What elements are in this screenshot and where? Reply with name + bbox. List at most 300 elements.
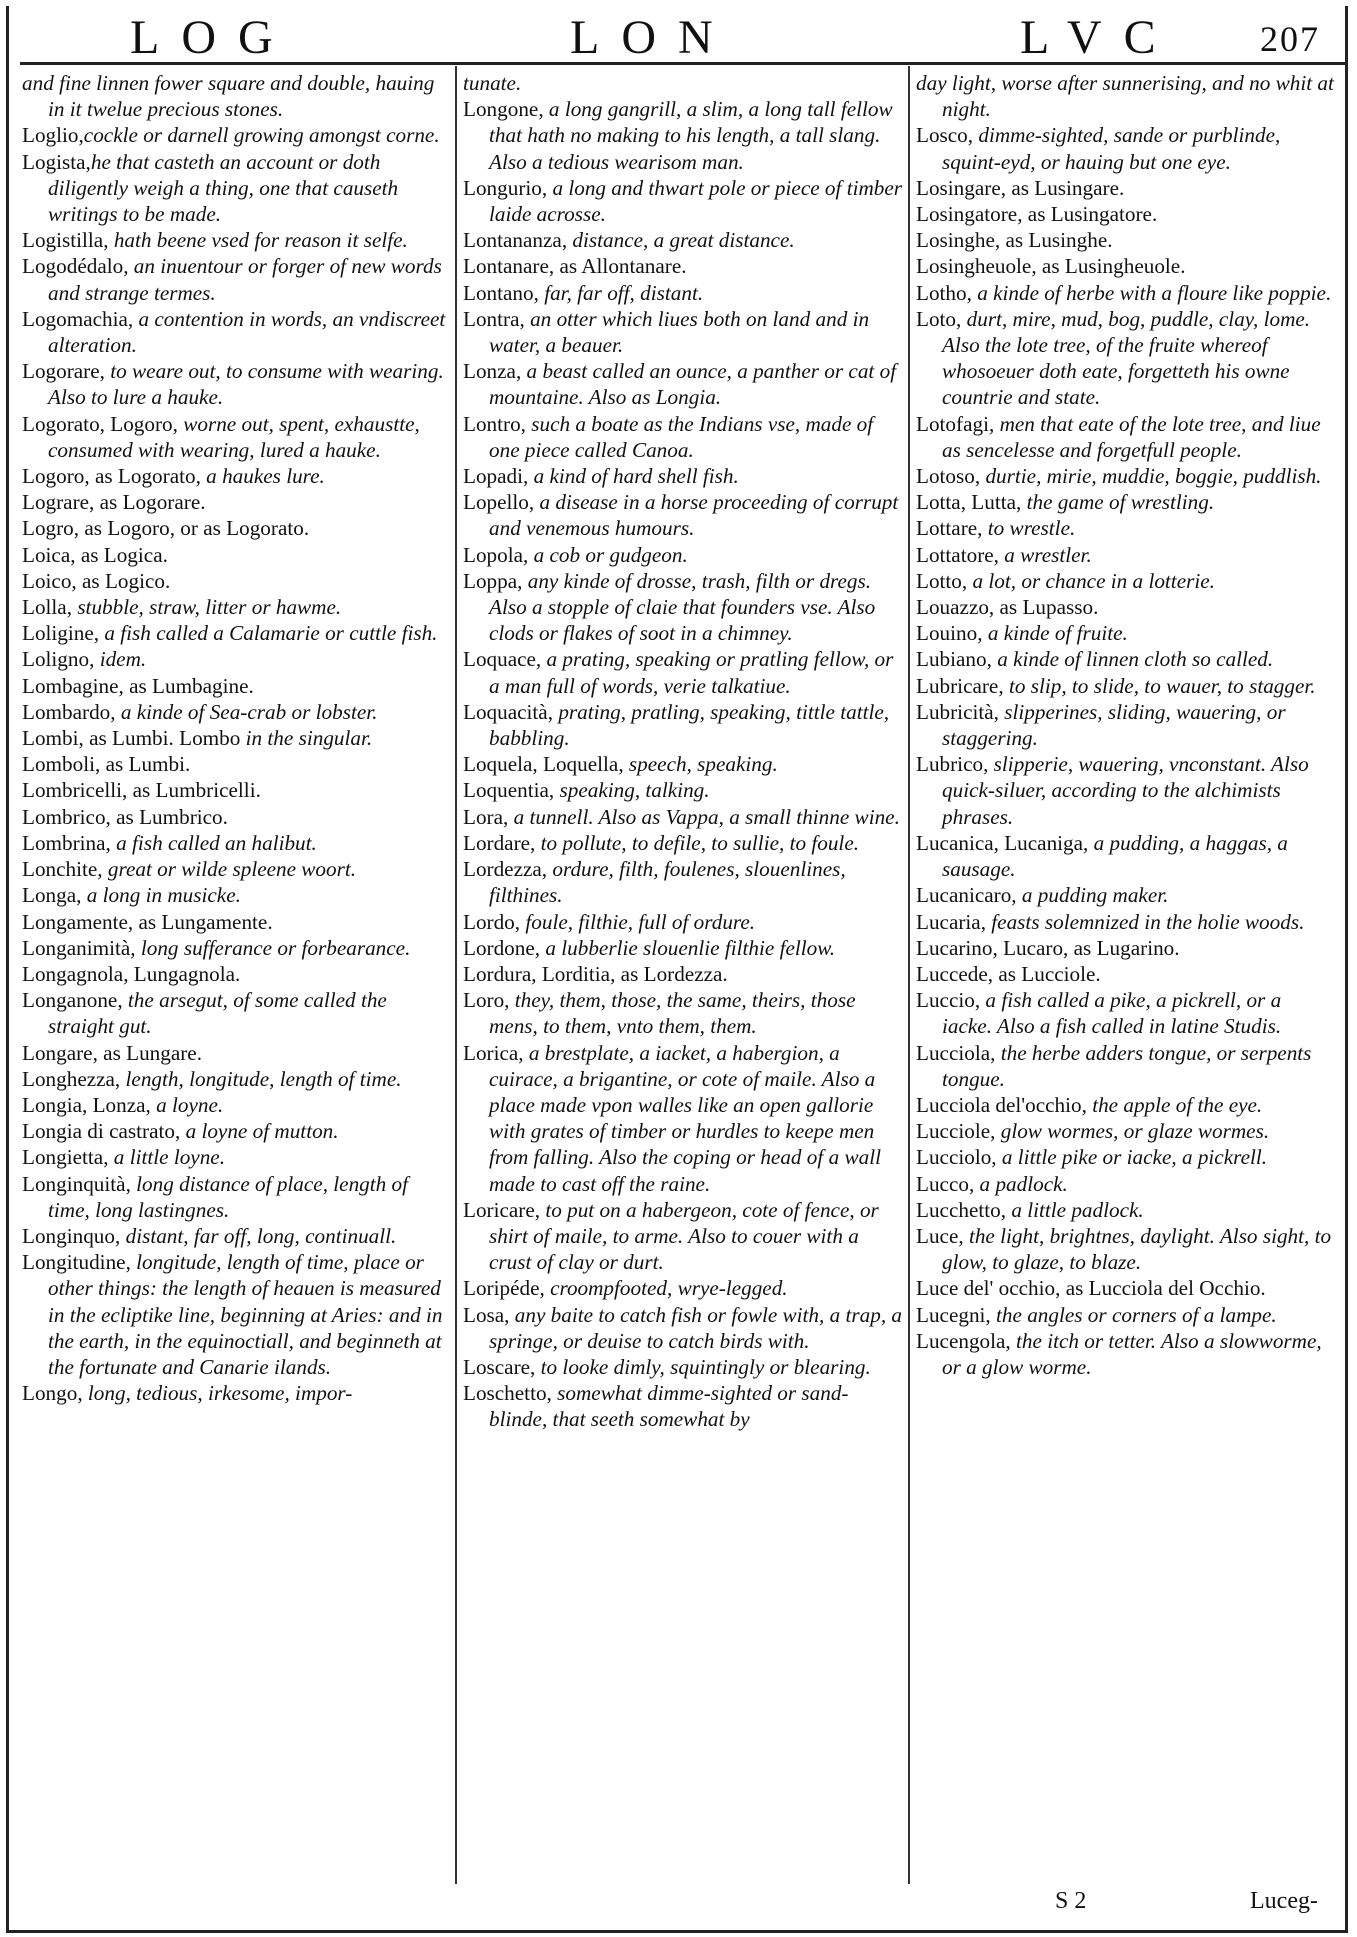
entry-definition: distant, far off, long, continuall. — [125, 1223, 397, 1248]
entry-headword: Lopola, — [463, 542, 534, 567]
entry-headword: Lucanica, Lucaniga, — [916, 830, 1094, 855]
column-1 — [22, 70, 450, 1878]
entry-definition: speech, speaking. — [628, 752, 778, 777]
entry-headword: Lombrico, as Lumbrico. — [22, 804, 228, 829]
dictionary-entry — [22, 699, 450, 725]
entry-headword: Losinghe, as Lusinghe. — [916, 228, 1113, 253]
dictionary-entry — [22, 122, 450, 148]
dictionary-entry — [463, 175, 903, 227]
header-rule — [20, 62, 1347, 65]
entry-definition: a little pike or iacke, a pickrell. — [1001, 1145, 1268, 1170]
entry-headword: Lucciolo, — [916, 1145, 1002, 1170]
entry-headword: Losingatore, as Lusingatore. — [916, 202, 1158, 227]
entry-definition: a little loyne. — [113, 1145, 226, 1170]
dictionary-entry — [22, 909, 450, 935]
entry-definition: a prating, speaking or pratling fellow, or a man full of words, verie talkatiue. — [489, 647, 894, 698]
dictionary-entry — [463, 280, 903, 306]
entry-headword: Lonza, — [463, 359, 527, 384]
entry-definition: glow wormes, or glaze wormes. — [1000, 1119, 1270, 1144]
dictionary-entry — [916, 1275, 1336, 1301]
entry-headword: Luce, — [916, 1223, 969, 1248]
dictionary-entry — [916, 70, 1336, 122]
dictionary-entry — [22, 594, 450, 620]
entry-headword: Longanone, — [22, 988, 128, 1013]
entry-definition: an inuentour or forger of new words and strange termes. — [48, 254, 442, 305]
entry-headword: Longinquo, — [22, 1223, 126, 1248]
dictionary-entry — [22, 149, 450, 228]
entry-headword: Lontananza, — [463, 228, 573, 253]
entry-definition: the herbe adders tongue, or serpents tongue. — [942, 1040, 1312, 1091]
dictionary-entry — [463, 542, 903, 568]
entry-headword: Lucegni, — [916, 1302, 997, 1327]
entry-definition: any kinde of drosse, trash, filth or dregs. Also a stopple of claie that founders vse. Also clods or flakes of soot in a chimney. — [489, 568, 876, 646]
dictionary-entry — [463, 1275, 903, 1301]
entry-headword: Logro, as Logoro, or as Logorato. — [22, 516, 310, 541]
entry-headword: Loquentia, — [463, 778, 560, 803]
entry-definition: to put on a habergeon, cote of fence, or shirt of maile, to arme. Also to couer with a crust of clay or durt. — [489, 1197, 879, 1275]
entry-headword: Loquela, Loquella, — [463, 752, 629, 777]
dictionary-entry — [22, 358, 450, 410]
entry-definition: the light, brightnes, daylight. Also sight, to glow, to glaze, to blaze. — [942, 1223, 1332, 1275]
dictionary-entry — [916, 1223, 1336, 1275]
entry-definition: a fish called an halibut. — [116, 830, 317, 855]
entry-headword: Lubricare, — [916, 673, 1009, 698]
entry-headword: Loto, — [916, 306, 967, 331]
dictionary-entry — [22, 306, 450, 358]
dictionary-entry — [463, 1040, 903, 1197]
dictionary-entry — [463, 1354, 903, 1380]
entry-definition: and fine linnen fower square and double, hauing in it twelue precious stones. — [22, 71, 435, 122]
dictionary-entry — [22, 882, 450, 908]
entry-headword: Lucarino, Lucaro, as Lugarino. — [916, 935, 1180, 960]
entry-headword: Luce del' occhio, as Lucciola del Occhio. — [916, 1276, 1266, 1301]
dictionary-entry — [22, 1066, 450, 1092]
dictionary-entry — [22, 253, 450, 305]
entry-definition: a wrestler. — [1004, 542, 1092, 567]
entry-headword: Lubricità, — [916, 699, 1005, 724]
header-middle: LON — [570, 11, 735, 64]
entry-definition: to slip, to slide, to wauer, to stagger. — [1008, 673, 1316, 698]
entry-headword: Loica, as Logica. — [22, 542, 168, 567]
entry-headword: Lordura, Lorditia, as Lordezza. — [463, 961, 728, 986]
entry-definition: a contention in words, an vndiscreet alteration. — [48, 306, 446, 358]
entry-definition: the arsegut, of some called the straight gut. — [48, 988, 387, 1039]
entry-definition: a long gangrill, a slim, a long tall fellow that hath no making to his length, a tall slang. Also a tedious wearisom man. — [489, 97, 893, 174]
entry-headword: Longitudine, — [22, 1250, 137, 1275]
dictionary-entry — [463, 856, 903, 908]
entry-headword: Loquace, — [463, 647, 547, 672]
dictionary-entry — [22, 777, 450, 803]
entry-headword: Lontano, — [463, 280, 545, 305]
entry-definition: a little padlock. — [1011, 1197, 1144, 1222]
dictionary-entry — [463, 227, 903, 253]
dictionary-entry — [463, 463, 903, 489]
dictionary-entry — [22, 227, 450, 253]
dictionary-entry — [916, 463, 1336, 489]
dictionary-entry — [22, 935, 450, 961]
entry-headword: Loppa, — [463, 568, 528, 593]
dictionary-entry — [463, 1302, 903, 1354]
dictionary-entry — [463, 646, 903, 698]
entry-headword: Lordare, — [463, 830, 541, 855]
dictionary-entry — [916, 620, 1336, 646]
entry-definition: long distance of place, length of time, long lastingnes. — [48, 1171, 409, 1222]
entry-definition: long sufferance or forbearance. — [140, 935, 411, 960]
entry-headword: Logodédalo, — [22, 254, 134, 279]
dictionary-entry — [916, 253, 1336, 279]
dictionary-entry — [916, 1197, 1336, 1223]
dictionary-entry — [22, 725, 450, 751]
dictionary-entry — [916, 542, 1336, 568]
entry-definition: worne out, spent, exhaustte, consumed with wearing, lured a hauke. — [48, 411, 420, 462]
entry-headword: Loricare, — [463, 1197, 546, 1222]
dictionary-entry — [916, 961, 1336, 987]
entry-definition: slipperines, sliding, wauering, or staggering. — [942, 699, 1286, 751]
dictionary-entry — [22, 1144, 450, 1170]
entry-headword: Lontanare, as Allontanare. — [463, 254, 687, 279]
entry-headword: Lubrico, — [916, 752, 994, 777]
entry-definition: a padlock. — [979, 1171, 1068, 1196]
dictionary-entry — [463, 777, 903, 803]
entry-definition: to wrestle. — [987, 516, 1076, 541]
entry-definition: a pudding maker. — [1021, 883, 1169, 908]
entry-definition: they, them, those, the same, theirs, those mens, to them, vnto them, them. — [489, 988, 856, 1039]
dictionary-entry — [463, 961, 903, 987]
entry-headword: Longia di castrato, — [22, 1119, 186, 1144]
dictionary-entry — [22, 804, 450, 830]
entry-definition: stubble, straw, litter or hawme. — [77, 595, 342, 620]
entry-definition: men that eate of the lote tree, and liue as sencelesse and forgetfull people. — [942, 411, 1321, 462]
entry-headword: Logoro, as Logorato, — [22, 464, 207, 489]
entry-headword: Lomboli, as Lumbi. — [22, 752, 191, 777]
dictionary-entry — [916, 646, 1336, 672]
dictionary-entry — [463, 306, 903, 358]
entry-headword: Longa, — [22, 883, 87, 908]
entry-definition: any baite to catch fish or fowle with, a trap, a springe, or deuise to catch birds with. — [489, 1302, 903, 1353]
entry-definition: ordure, filth, foulenes, slouenlines, filthines. — [489, 857, 846, 908]
entry-headword: Lontro, — [463, 411, 532, 436]
entry-headword: Loro, — [463, 988, 515, 1013]
entry-definition: a fish called a pike, a pickrell, or a iacke. Also a fish called in latine Studis. — [942, 988, 1282, 1039]
entry-definition: a kinde of fruite. — [987, 621, 1128, 646]
header-left: LOG — [130, 11, 295, 64]
entry-definition: day light, worse after sunnerising, and no whit at night. — [916, 71, 1334, 122]
entry-headword: Lucciola del'occhio, — [916, 1092, 1093, 1117]
entry-headword: Lolla, — [22, 595, 78, 620]
entry-definition: a long in musicke. — [86, 883, 241, 908]
entry-definition: length, longitude, length of time. — [125, 1066, 402, 1091]
entry-headword: Loligine, — [22, 621, 105, 646]
dictionary-entry — [916, 673, 1336, 699]
dictionary-entry — [463, 830, 903, 856]
entry-headword: Lotto, — [916, 568, 973, 593]
dictionary-entry — [916, 568, 1336, 594]
dictionary-entry — [916, 411, 1336, 463]
entry-definition: a long and thwart pole or piece of timber laide acrosse. — [489, 175, 903, 227]
entry-headword: Longinquità, — [22, 1171, 137, 1196]
entry-headword: Lombardo, — [22, 699, 121, 724]
entry-definition: feasts solemnized in the holie woods. — [991, 909, 1305, 934]
entry-definition: to looke dimly, squintingly or blearing. — [540, 1354, 871, 1379]
entry-definition: a loyne of mutton. — [185, 1119, 339, 1144]
dictionary-entry — [22, 751, 450, 777]
dictionary-entry — [22, 1092, 450, 1118]
entry-headword: Longo, — [22, 1381, 88, 1406]
entry-headword: Lottatore, — [916, 542, 1005, 567]
dictionary-entry — [916, 830, 1336, 882]
entry-headword: Lordone, — [463, 935, 546, 960]
entry-definition: cockle or darnell growing amongst corne. — [83, 123, 440, 148]
dictionary-entry — [916, 594, 1336, 620]
entry-headword: Lucciola, — [916, 1040, 1001, 1065]
dictionary-entry — [916, 306, 1336, 411]
entry-definition: speaking, talking. — [559, 778, 710, 803]
column-divider-1 — [455, 66, 457, 1884]
entry-headword: Loscare, — [463, 1354, 541, 1379]
dictionary-entry — [463, 96, 903, 175]
entry-definition: prating, pratling, speaking, tittle tattle, babbling. — [489, 699, 890, 751]
entry-definition: a fish called a Calamarie or cuttle fish. — [104, 621, 438, 646]
entry-headword: Lonchite, — [22, 857, 108, 882]
entry-headword: Logomachia, — [22, 306, 139, 331]
entry-definition: somewhat dimme-sighted or sand-blinde, that seeth somewhat by — [489, 1381, 849, 1432]
dictionary-entry — [916, 1328, 1336, 1380]
signature-mark: S 2 — [1055, 1888, 1087, 1914]
entry-definition: to weare out, to consume with wearing. Also to lure a hauke. — [48, 359, 444, 410]
entry-definition: a lubberlie slouenlie filthie fellow. — [545, 935, 836, 960]
entry-definition: a haukes lure. — [206, 464, 325, 489]
entry-headword: Lucco, — [916, 1171, 980, 1196]
dictionary-entry — [22, 489, 450, 515]
dictionary-entry — [22, 830, 450, 856]
entry-definition: far, far off, distant. — [544, 280, 704, 305]
entry-definition: a brestplate, a iacket, a habergion, a cuirace, a brigantine, or cote of maile. Also a place made vpon walles like an open gallorie with grates of timber or hurdles to keepe men from falling. Also the coping or head of a wall made to cast off the raine. — [489, 1040, 881, 1196]
dictionary-entry — [463, 568, 903, 647]
entry-headword: Lucchetto, — [916, 1197, 1012, 1222]
entry-definition: a pudding, a haggas, a sausage. — [942, 830, 1288, 882]
dictionary-entry — [22, 1249, 450, 1380]
dictionary-entry — [916, 987, 1336, 1039]
entry-headword: Longagnola, Lungagnola. — [22, 961, 241, 986]
dictionary-entry — [916, 515, 1336, 541]
entry-headword: Longare, as Lungare. — [22, 1040, 203, 1065]
dictionary-entry — [463, 358, 903, 410]
entry-headword: Lordezza, — [463, 857, 553, 882]
dictionary-entry — [916, 882, 1336, 908]
entry-definition: croompfooted, wrye-legged. — [550, 1276, 788, 1301]
entry-headword: Longanimità, — [22, 935, 141, 960]
dictionary-entry — [463, 253, 903, 279]
entry-headword: Lograre, as Logorare. — [22, 490, 206, 515]
entry-definition: distance, a great distance. — [572, 228, 795, 253]
dictionary-entry — [22, 646, 450, 672]
entry-headword: Longia, Lonza, — [22, 1092, 157, 1117]
dictionary-entry — [916, 1302, 1336, 1328]
entry-headword: Longietta, — [22, 1145, 114, 1170]
entry-headword: Loico, as Logico. — [22, 568, 171, 593]
entry-definition: a kinde of herbe with a floure like poppie. — [977, 280, 1332, 305]
entry-headword: Lopadi, — [463, 464, 534, 489]
dictionary-entry — [463, 804, 903, 830]
entry-definition: durtie, mirie, muddie, boggie, puddlish. — [985, 464, 1322, 489]
entry-headword: Longhezza, — [22, 1066, 126, 1091]
entry-headword: Loligno, — [22, 647, 100, 672]
entry-headword: Logistilla, — [22, 228, 114, 253]
entry-definition: such a boate as the Indians vse, made of one piece called Canoa. — [489, 411, 874, 462]
entry-definition: he that casteth an account or doth diligently weigh a thing, one that causeth writings to be made. — [48, 149, 399, 227]
dictionary-entry — [916, 751, 1336, 830]
dictionary-entry — [22, 856, 450, 882]
entry-definition: a kinde of linnen cloth so called. — [997, 647, 1274, 672]
dictionary-entry — [22, 411, 450, 463]
entry-definition: a loyne. — [156, 1092, 224, 1117]
entry-definition: dimme-sighted, sande or purblinde, squint-eyd, or hauing but one eye. — [942, 123, 1281, 174]
dictionary-entry — [916, 1171, 1336, 1197]
dictionary-entry — [463, 935, 903, 961]
catchword: Luceg- — [1250, 1888, 1318, 1914]
entry-definition: idem. — [99, 647, 147, 672]
dictionary-entry — [916, 227, 1336, 253]
dictionary-entry — [22, 542, 450, 568]
dictionary-entry — [916, 1040, 1336, 1092]
dictionary-entry — [22, 515, 450, 541]
entry-headword: Lottare, — [916, 516, 988, 541]
entry-definition: a tunnell. Also as Vappa, a small thinne wine. — [513, 804, 900, 829]
dictionary-entry — [463, 699, 903, 751]
entry-headword: Lotofagi, — [916, 411, 1000, 436]
dictionary-entry — [22, 987, 450, 1039]
entry-headword: Lopello, — [463, 490, 540, 515]
dictionary-entry — [916, 122, 1336, 174]
entry-headword: Longurio, — [463, 175, 553, 200]
entry-definition: the itch or tetter. Also a slowworme, or a glow worme. — [942, 1328, 1322, 1379]
entry-definition: long, tedious, irkesome, impor- — [87, 1381, 353, 1406]
dictionary-entry — [22, 1118, 450, 1144]
entry-headword: Loschetto, — [463, 1381, 558, 1406]
dictionary-entry — [916, 1118, 1336, 1144]
entry-headword: Lombi, as Lumbi. Lombo — [22, 726, 246, 751]
dictionary-entry — [22, 568, 450, 594]
dictionary-entry — [916, 909, 1336, 935]
dictionary-entry — [463, 1380, 903, 1432]
entry-headword: Lucanicaro, — [916, 883, 1022, 908]
entry-headword: Luccio, — [916, 988, 986, 1013]
entry-headword: Logista, — [22, 149, 91, 174]
dictionary-entry — [22, 1223, 450, 1249]
dictionary-entry — [22, 1040, 450, 1066]
entry-headword: Loripéde, — [463, 1276, 551, 1301]
entry-headword: Luccede, as Lucciole. — [916, 961, 1101, 986]
entry-definition: slipperie, wauering, vnconstant. Also quick-siluer, according to the alchimists phrases. — [942, 752, 1309, 829]
dictionary-entry — [463, 1197, 903, 1276]
entry-headword: Losco, — [916, 123, 979, 148]
dictionary-entry — [463, 411, 903, 463]
entry-headword: Lombricelli, as Lumbricelli. — [22, 778, 261, 803]
dictionary-entry — [916, 175, 1336, 201]
entry-headword: Lombagine, as Lumbagine. — [22, 673, 254, 698]
dictionary-entry — [22, 70, 450, 122]
entry-definition: durt, mire, mud, bog, puddle, clay, lome. Also the lote tree, of the fruite whereof whosoeuer doth eate, forgetteth his owne countrie and state. — [942, 306, 1311, 410]
column-divider-2 — [908, 66, 910, 1884]
dictionary-entry — [463, 489, 903, 541]
entry-definition: foule, filthie, full of ordure. — [525, 909, 756, 934]
entry-headword: Lombrina, — [22, 830, 117, 855]
entry-definition: the apple of the eye. — [1092, 1092, 1263, 1117]
entry-headword: Loglio, — [22, 123, 84, 148]
entry-definition: an otter which liues both on land and in water, a beauer. — [489, 306, 870, 358]
entry-headword: Logorato, Logoro, — [22, 411, 184, 436]
dictionary-entry — [463, 751, 903, 777]
entry-headword: Louazzo, as Lupasso. — [916, 595, 1099, 620]
entry-definition: in the singular. — [245, 726, 373, 751]
entry-definition: to pollute, to defile, to sullie, to foule. — [540, 830, 860, 855]
entry-definition: great or wilde spleene woort. — [107, 857, 357, 882]
entry-headword: Lotoso, — [916, 464, 986, 489]
dictionary-entry — [916, 1092, 1336, 1118]
dictionary-entry — [22, 673, 450, 699]
column-3 — [916, 70, 1336, 1878]
entry-headword: Lucaria, — [916, 909, 992, 934]
dictionary-entry — [22, 961, 450, 987]
entry-headword: Losa, — [463, 1302, 515, 1327]
dictionary-entry — [463, 70, 903, 96]
entry-definition: a lot, or chance in a lotterie. — [972, 568, 1215, 593]
dictionary-entry — [463, 909, 903, 935]
dictionary-entry — [22, 1171, 450, 1223]
entry-headword: Lora, — [463, 804, 514, 829]
entry-headword: Losingare, as Lusingare. — [916, 175, 1125, 200]
entry-definition: tunate. — [463, 71, 522, 95]
dictionary-entry — [916, 935, 1336, 961]
running-header — [30, 10, 1337, 64]
entry-headword: Lontra, — [463, 306, 531, 331]
entry-definition: a cob or gudgeon. — [533, 542, 688, 567]
dictionary-entry — [916, 280, 1336, 306]
dictionary-entry — [916, 201, 1336, 227]
header-right: LVC — [1020, 11, 1178, 64]
entry-headword: Lorica, — [463, 1040, 529, 1065]
entry-headword: Longamente, as Lungamente. — [22, 909, 273, 934]
entry-definition: longitude, length of time, place or other things: the length of heauen is measured in the ecliptike line, beginning at Aries: and in the earth, in the equinoctiall, and beginneth at the fortunate and Canarie ilands. — [48, 1250, 443, 1379]
entry-headword: Louino, — [916, 621, 988, 646]
column-2 — [463, 70, 903, 1878]
entry-headword: Lucengola, — [916, 1328, 1017, 1353]
entry-headword: Lordo, — [463, 909, 526, 934]
entry-headword: Lucciole, — [916, 1119, 1001, 1144]
entry-headword: Logorare, — [22, 359, 111, 384]
entry-definition: a beast called an ounce, a panther or cat of mountaine. Also as Longia. — [489, 359, 897, 410]
entry-headword: Loquacità, — [463, 699, 559, 724]
entry-definition: the angles or corners of a lampe. — [996, 1302, 1277, 1327]
entry-definition: hath beene vsed for reason it selfe. — [113, 228, 408, 253]
entry-headword: Lotho, — [916, 280, 978, 305]
entry-definition: a disease in a horse proceeding of corrupt and venemous humours. — [489, 490, 899, 541]
dictionary-entry — [22, 620, 450, 646]
entry-headword: Lubiano, — [916, 647, 998, 672]
entry-headword: Longone, — [463, 97, 549, 122]
entry-definition: the game of wrestling. — [1026, 490, 1215, 515]
dictionary-entry — [22, 1380, 450, 1406]
dictionary-entry — [916, 699, 1336, 751]
entry-definition: a kind of hard shell fish. — [533, 464, 739, 489]
dictionary-entry — [916, 1144, 1336, 1170]
page-number: 207 — [1260, 19, 1320, 59]
entry-definition: a kinde of Sea-crab or lobster. — [120, 699, 378, 724]
entry-headword: Lotta, Lutta, — [916, 490, 1027, 515]
dictionary-entry — [463, 987, 903, 1039]
dictionary-entry — [22, 463, 450, 489]
entry-headword: Losingheuole, as Lusingheuole. — [916, 254, 1186, 279]
